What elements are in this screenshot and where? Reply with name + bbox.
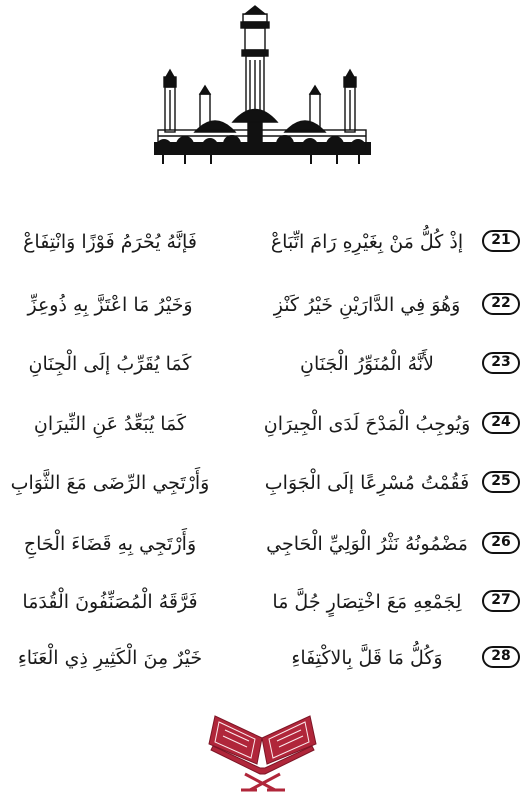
verse-number-badge: 23 xyxy=(482,352,520,374)
verse-first-hemistich: مَضْمُونُهُ نَثْرُ الْوَلِيِّ الْحَاجِي xyxy=(266,533,468,555)
verse-row xyxy=(0,526,529,562)
verse-number-badge: 26 xyxy=(482,532,520,554)
verse-row xyxy=(0,640,529,676)
verse-row xyxy=(0,346,529,382)
verse-second-hemistich: كَمَا يُقَرِّبُ إلَى الْجِنَانِ xyxy=(28,353,192,375)
verse-number-badge: 28 xyxy=(482,646,520,668)
verse-first-hemistich: لِجَمْعِهِ مَعَ اخْتِصَارٍ جُلَّ مَا xyxy=(272,591,462,613)
verse-number-badge: 27 xyxy=(482,590,520,612)
verse-row xyxy=(0,224,529,260)
verse-row xyxy=(0,584,529,620)
verse-number-badge: 21 xyxy=(482,230,520,252)
verse-first-hemistich: وَهُوَ فِي الدَّارَيْنِ خَيْرُ كَنْزِ xyxy=(273,294,461,316)
verse-second-hemistich: وَأَرْتَجِي الرِّضَى مَعَ الثَّوَابِ xyxy=(10,472,210,494)
verse-first-hemistich: فَقُمْتُ مُسْرِعًا إلَى الْجَوَابِ xyxy=(264,472,470,494)
verse-number-badge: 25 xyxy=(482,471,520,493)
verse-second-hemistich: وَأَرْتَجِي بِهِ قَضَاءَ الْحَاجِ xyxy=(23,533,197,555)
verse-number-badge: 22 xyxy=(482,293,520,315)
verse-number-badge: 24 xyxy=(482,412,520,434)
verse-second-hemistich: فَإنَّهُ يُحْرَمُ فَوْزًا وَانْتِفَاعْ xyxy=(23,231,197,253)
quran-on-stand-ornament xyxy=(205,708,320,793)
verse-row xyxy=(0,406,529,442)
mosque-illustration xyxy=(150,2,375,170)
verse-second-hemistich: فَرَّقَهُ الْمُصَنِّفُونَ الْقُدَمَا xyxy=(22,591,198,613)
verse-second-hemistich: خَيْرٌ مِنَ الْكَثِيرِ ذِي الْعَنَاءِ xyxy=(17,647,203,669)
verse-row xyxy=(0,465,529,501)
verse-second-hemistich: وَخَيْرُ مَا اعْتَزَّ بِهِ ذُوعِزِّ xyxy=(27,294,193,316)
verse-second-hemistich: كَمَا يُبَعِّدُ عَنِ النِّيرَانِ xyxy=(33,413,187,435)
verse-first-hemistich: إذْ كُلُّ مَنْ بِغَيْرِهِ رَامَ اتِّبَاعْ xyxy=(270,231,464,253)
verse-first-hemistich: وَيُوجِبُ الْمَدْحَ لَدَى الْجِيرَانِ xyxy=(263,413,471,435)
verse-row xyxy=(0,287,529,323)
verse-first-hemistich: وَكُلُّ مَا قَلَّ بِالاكْتِفَاءِ xyxy=(291,647,443,669)
verse-first-hemistich: لأَنَّهُ الْمُنَوِّرُ الْجَنَانِ xyxy=(300,353,434,375)
